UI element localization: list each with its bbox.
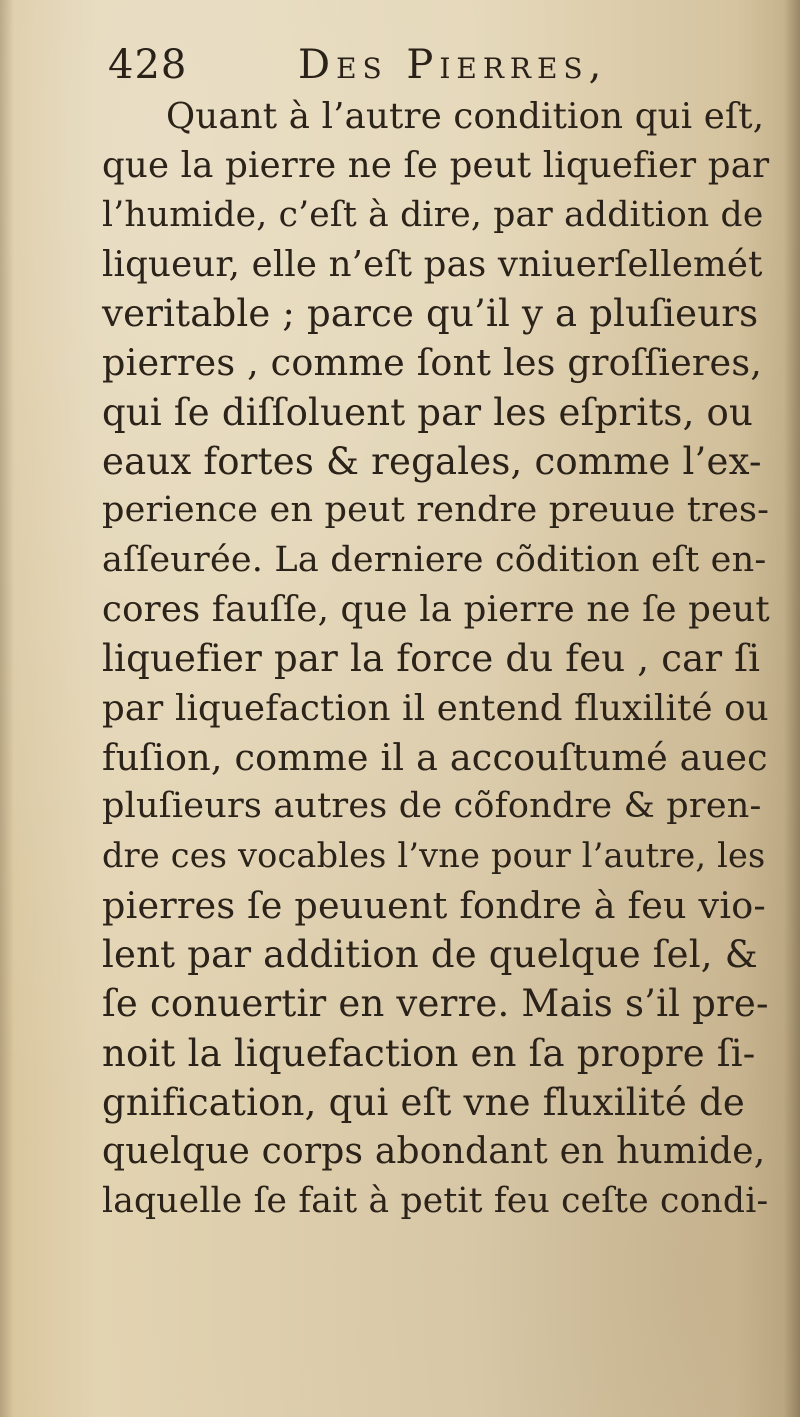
text-line: ſe conuertir en verre. Mais s’il pre-: [102, 982, 769, 1026]
text-line: laquelle ſe fait à petit feu ceſte condi-: [102, 1180, 769, 1221]
text-line: Quant à l’autre condition qui eſt,: [166, 96, 765, 137]
page-header: [108, 34, 768, 94]
text-line: aſſeurée. La derniere cõdition eſt en-: [102, 539, 767, 580]
text-line: l’humide, c’eſt à dire, par addition de: [102, 194, 764, 235]
text-line: noit la liquefaction en ſa propre ſi-: [102, 1031, 756, 1075]
page-gutter-shadow: [0, 0, 14, 1417]
text-line: fuſion, comme il a accouſtumé auec: [102, 735, 768, 779]
text-line: qui ſe diſſoluent par les eſprits, ou: [102, 390, 754, 434]
text-line: par liquefaction il entend fluxilité ou: [102, 687, 769, 729]
body-text: [102, 92, 770, 1226]
text-line: quelque corps abondant en humide,: [102, 1131, 766, 1173]
text-line: pierres ſe peuuent fondre à feu vio-: [102, 883, 766, 927]
text-line: perience en peut rendre preuue tres-: [102, 490, 770, 531]
text-line: lent par addition de quelque ſel, &: [102, 933, 758, 977]
running-head: Des Pierres,: [298, 42, 608, 88]
page-edge-shadow: [784, 0, 800, 1417]
text-line: dre ces vocables l’vne pour l’autre, les: [102, 836, 766, 876]
text-line: veritable ; parce qu’il y a pluſieurs: [102, 292, 759, 336]
text-line: cores fauſſe, que la pierre ne ſe peut: [102, 588, 770, 630]
text-line: eaux fortes & regales, comme l’ex-: [102, 440, 762, 484]
text-line: que la pierre ne ſe peut liquefier par: [102, 145, 770, 187]
text-line: liquefier par la force du feu , car ſi: [102, 637, 761, 681]
text-line: gnification, qui eſt vne fluxilité de: [102, 1080, 745, 1124]
text-line: liqueur, elle n’eſt pas vniuerſellemét: [102, 243, 763, 285]
page-number: 428: [108, 42, 188, 88]
text-line: pierres , comme ſont les groſſieres,: [102, 341, 763, 385]
text-line: pluſieurs autres de cõfondre & pren-: [102, 786, 762, 827]
